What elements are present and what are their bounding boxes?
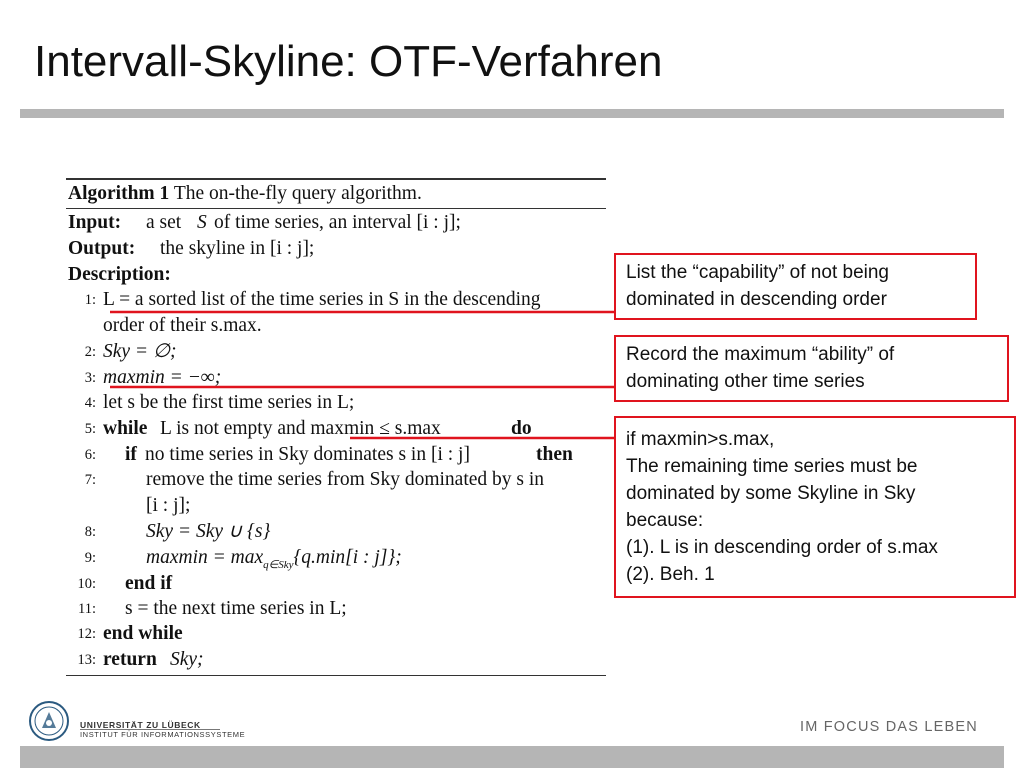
description-label: Description: [68,264,171,285]
line-text: order of their s.max. [103,315,262,336]
callout-line: (2). Beh. 1 [626,564,715,585]
callout-box-2 [614,335,1009,402]
callout-line: if maxmin>s.max, [626,429,775,450]
keyword: end while [103,623,183,644]
keyword: end if [125,573,173,594]
callout-line: Record the maximum “ability” of [626,344,895,365]
line-number: 1: [84,292,96,308]
footer-slogan: IM FOCUS DAS LEBEN [800,719,978,735]
line-number: 3: [84,370,96,386]
keyword: while [103,418,148,439]
line-text-pre: maxmin = max [146,547,264,568]
callout-line: List the “capability” of not being [626,262,889,283]
institute-name: INSTITUT FÜR INFORMATIONSSYSTEME [80,730,246,739]
line-text: remove the time series from Sky dominated by s in [146,469,545,490]
keyword: then [536,444,573,465]
university-name: UNIVERSITÄT ZU LÜBECK [80,720,201,730]
algorithm-caption-text: The on-the-fly query algorithm. [173,183,422,204]
line-number: 2: [84,344,96,360]
line-number: 4: [84,395,96,411]
line-number: 5: [84,421,96,437]
keyword: return [103,649,157,670]
bottom-bar [20,746,1004,768]
callout-line: dominated by some Skyline in Sky [626,483,916,504]
line-subscript: q∈Sky [263,558,294,571]
keyword: do [511,418,532,439]
callout-box-3 [614,416,1016,598]
line-text: [i : j]; [146,495,191,516]
input-text-pre: a set [146,212,182,233]
input-text-post: of time series, an interval [i : j]; [214,212,461,233]
line-number: 11: [78,601,96,617]
callout-line: (1). L is in descending order of s.max [626,537,938,558]
line-text: L is not empty and maxmin ≤ s.max [160,418,441,439]
callout-line: because: [626,510,704,531]
line-text: Sky = Sky ∪ {s} [146,521,271,542]
line-number: 8: [84,524,96,540]
input-label: Input: [68,212,122,233]
line-number: 12: [77,626,96,642]
line-number: 7: [84,472,96,488]
line-text: no time series in Sky dominates s in [i : j] [145,444,470,465]
output-text: the skyline in [i : j]; [160,238,315,259]
line-text: maxmin = −∞; [103,367,222,388]
callout-line: The remaining time series must be [626,456,918,477]
line-number: 6: [84,447,96,463]
line-text: Sky; [170,649,204,670]
output-label: Output: [68,238,136,259]
callout-box-1 [614,253,977,320]
input-var: S [197,212,207,233]
university-seal-icon [28,700,70,742]
line-text: s = the next time series in L; [125,598,347,619]
line-number: 9: [84,550,96,566]
slide-title: Intervall-Skyline: OTF-Verfahren [34,37,663,86]
callout-line: dominated in descending order [626,289,887,310]
callout-line: dominating other time series [626,371,865,392]
line-text: Sky = ∅; [103,341,177,362]
line-text: let s be the first time series in L; [103,392,355,413]
keyword: if [125,444,137,465]
line-text: L = a sorted list of the time series in S in the descending [103,289,541,310]
line-number: 10: [77,576,96,592]
line-number: 13: [77,652,96,668]
algorithm-caption-label: Algorithm 1 [68,183,170,204]
line-text-post: {q.min[i : j]}; [293,547,402,568]
